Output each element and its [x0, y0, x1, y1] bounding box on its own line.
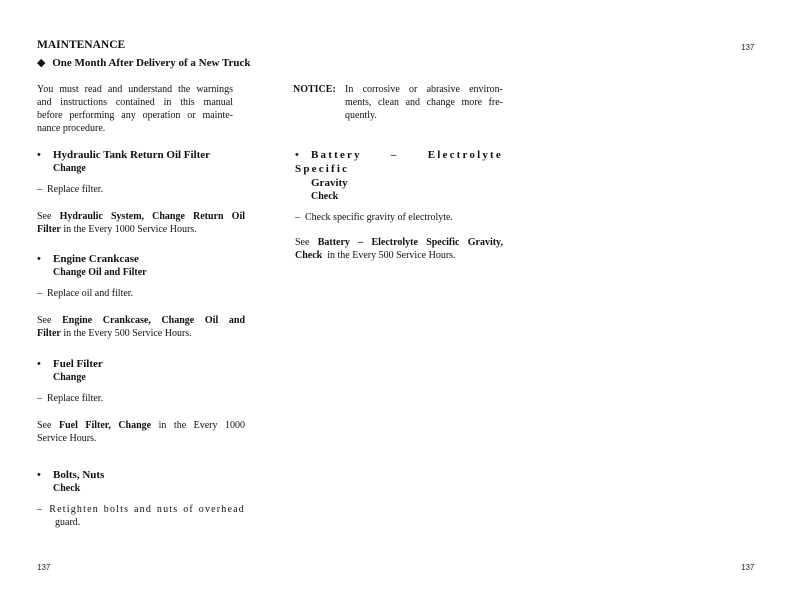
- item-subtitle: Change: [53, 163, 86, 174]
- item-subtitle: Check: [53, 483, 81, 494]
- step: [37, 503, 245, 529]
- item-battery: [295, 148, 503, 262]
- item-title: [37, 252, 245, 266]
- notice-label: NOTICE:: [293, 84, 336, 95]
- see-reference: [37, 314, 245, 340]
- item-title: [37, 148, 245, 162]
- bullet: •: [37, 358, 41, 370]
- section-title: MAINTENANCE: [37, 39, 126, 51]
- item-title-text: Hydraulic Tank Return Oil Filter: [53, 149, 211, 161]
- dash: –: [37, 504, 42, 515]
- see-reference: [295, 236, 503, 262]
- intro-line: You must read and understand the warnings: [37, 84, 233, 95]
- step-text: Replace filter.: [47, 184, 104, 195]
- item-hydraulic-tank: [37, 148, 245, 236]
- item-title-text: Battery – Electrolyte Specific: [295, 149, 503, 175]
- bullet: •: [37, 149, 41, 161]
- notice-line: quently.: [345, 110, 377, 121]
- notice-line: ments, clean and change more fre-: [345, 97, 503, 108]
- see-reference: [37, 210, 245, 236]
- see-word: See: [37, 211, 52, 222]
- item-subtitle: Check: [311, 191, 339, 202]
- see-word: See: [37, 420, 52, 431]
- step-text: Retighten bolts and nuts of overhead: [49, 504, 245, 515]
- item-title-text: Fuel Filter: [53, 358, 103, 370]
- bullet: •: [37, 253, 41, 265]
- reference-tail: in the Every 500 Service Hours.: [63, 328, 192, 339]
- bullet: •: [295, 149, 299, 161]
- intro-line: and instructions contained in this manual: [37, 97, 233, 108]
- notice-line: In corrosive or abrasive environ-: [345, 84, 503, 95]
- step: [37, 392, 245, 405]
- reference-link: Check: [295, 250, 323, 261]
- see-reference: [37, 419, 245, 445]
- intro-line: before performing any operation or mainte-: [37, 110, 233, 121]
- intro-paragraph: [37, 83, 233, 135]
- dash: –: [295, 212, 300, 223]
- reference-link: Engine Crankcase, Change Oil and: [62, 315, 245, 326]
- item-subtitle: Change: [53, 372, 86, 383]
- item-engine-crankcase: [37, 252, 245, 340]
- bullet: •: [37, 469, 41, 481]
- reference-link: Filter: [37, 328, 61, 339]
- diamond-icon: ◆: [37, 57, 46, 69]
- reference-link: Hydraulic System, Change Return Oil: [59, 211, 246, 222]
- see-word: See: [37, 315, 52, 326]
- notice-block: [293, 83, 503, 122]
- item-title-text: Engine Crankcase: [53, 253, 139, 265]
- reference-link: Fuel Filter, Change: [58, 420, 152, 431]
- subsection-title: One Month After Delivery of a New Truck: [52, 57, 251, 69]
- item-title: [295, 148, 503, 190]
- item-fuel-filter: [37, 357, 245, 445]
- reference-link: Battery – Electrolyte Specific Gravity,: [317, 237, 504, 248]
- step: [295, 211, 503, 224]
- step-text: Replace oil and filter.: [47, 288, 134, 299]
- reference-link: Filter: [37, 224, 61, 235]
- item-bolts-nuts: [37, 468, 245, 529]
- subsection-heading: [37, 56, 251, 69]
- page-number-bottom-left: 137: [37, 563, 51, 572]
- step: [37, 287, 245, 300]
- reference-tail: Service Hours.: [37, 433, 97, 444]
- item-title: [37, 357, 245, 371]
- item-subtitle: Change Oil and Filter: [53, 267, 147, 278]
- step-text: Check specific gravity of electrolyte.: [305, 212, 453, 223]
- page-number-top: 137: [741, 43, 755, 52]
- item-title-text: Gravity: [311, 177, 348, 189]
- dash: –: [37, 184, 42, 195]
- dash: –: [37, 393, 42, 404]
- reference-tail: in the Every 1000 Service Hours.: [63, 224, 197, 235]
- step-text: Replace filter.: [47, 393, 104, 404]
- item-title-text: Bolts, Nuts: [53, 469, 105, 481]
- reference-tail: in the Every 1000: [158, 420, 246, 431]
- page-number-bottom-right: 137: [741, 563, 755, 572]
- step-text: guard.: [55, 517, 81, 528]
- intro-line: nance procedure.: [37, 123, 106, 134]
- dash: –: [37, 288, 42, 299]
- see-word: See: [295, 237, 310, 248]
- reference-tail: in the Every 500 Service Hours.: [327, 250, 456, 261]
- item-title: [37, 468, 245, 482]
- step: [37, 183, 245, 196]
